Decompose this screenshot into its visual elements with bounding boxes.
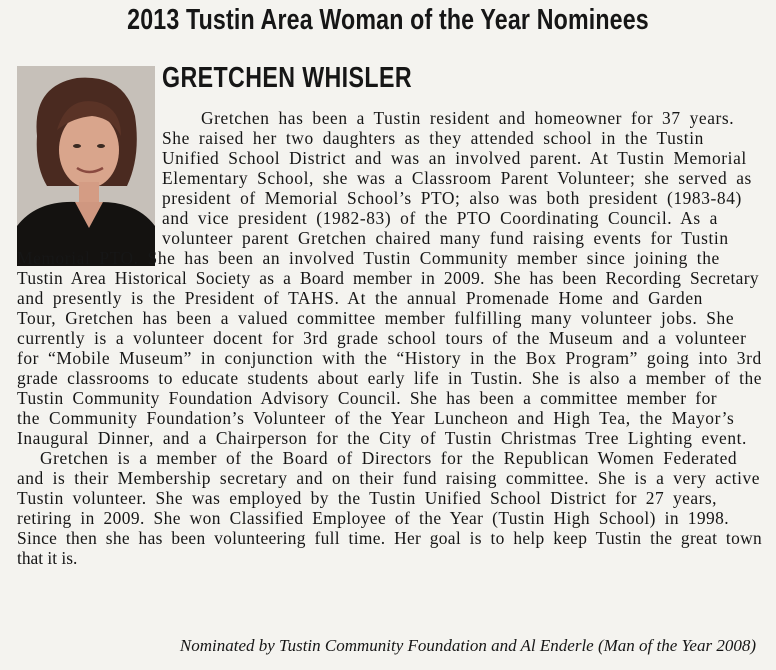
body-text-line: Tustin Community Foundation Advisory Council. She has been a committee member for — [17, 388, 717, 408]
body-text-line: Gretchen has been a Tustin resident and homeowner for 37 years. — [201, 108, 735, 128]
body-text-line: Since then she has been volunteering full time. Her goal is to help keep Tustin the great town — [17, 528, 762, 548]
body-text-line: president of Memorial School’s PTO; also was both president (1983-84) — [162, 188, 742, 208]
body-text-line: Unified School District and was an involved parent. At Tustin Memorial — [162, 148, 747, 168]
body-text-line: Tour, Gretchen has been a valued committee member fulfilling many volunteer jobs. She — [17, 308, 735, 328]
body-text-line: the Community Foundation’s Volunteer of the Year Luncheon and High Tea, the Mayor’s — [17, 408, 735, 428]
body-text-line: Tustin volunteer. She was employed by the Tustin Unified School District for 27 years, — [17, 488, 717, 508]
page-title: 2013 Tustin Area Woman of the Year Nominees — [127, 4, 649, 36]
body-text-line: and vice president (1982-83) of the PTO Coordinating Council. As a — [162, 208, 718, 228]
body-text-line: grade classrooms to educate students about early life in Tustin. She is also a member of the — [17, 368, 762, 388]
body-text-line: Inaugural Dinner, and a Chairperson for the City of Tustin Christmas Tree Lighting event. — [17, 428, 747, 448]
body-text-line: Gretchen is a member of the Board of Directors for the Republican Women Federated — [40, 448, 738, 468]
nominee-name: GRETCHEN WHISLER — [162, 62, 412, 94]
body-text-line: that it is. — [17, 548, 78, 568]
body-text-line: Memorial PTO. She has been an involved Tustin Community member since joining the — [17, 248, 720, 268]
body-text-line: and presently is the President of TAHS. At the annual Promenade Home and Garden — [17, 288, 703, 308]
body-text-line: and is their Membership secretary and on their fund raising committee. She is a very active — [17, 468, 760, 488]
body-text-line: volunteer parent Gretchen chaired many fund raising events for Tustin — [162, 228, 729, 248]
nomination-credit: Nominated by Tustin Community Foundation and Al Enderle (Man of the Year 2008) — [179, 636, 756, 655]
body-text-line: Elementary School, she was a Classroom Parent Volunteer; she served as — [162, 168, 752, 188]
nominee-photo — [17, 66, 155, 266]
body-text-line: currently is a volunteer docent for 3rd grade school tours of the Museum and a volunteer — [17, 328, 747, 348]
body-text-line: She raised her two daughters as they attended school in the Tustin — [162, 128, 704, 148]
body-text-line: Tustin Area Historical Society as a Board member in 2009. She has been Recording Secretary — [17, 268, 759, 288]
body-text-line: for “Mobile Museum” in conjunction with the “History in the Box Program” going into 3rd — [17, 348, 762, 368]
body-text-line: retiring in 2009. She won Classified Employee of the Year (Tustin High School) in 1998. — [17, 508, 729, 528]
portrait-image — [17, 66, 155, 266]
